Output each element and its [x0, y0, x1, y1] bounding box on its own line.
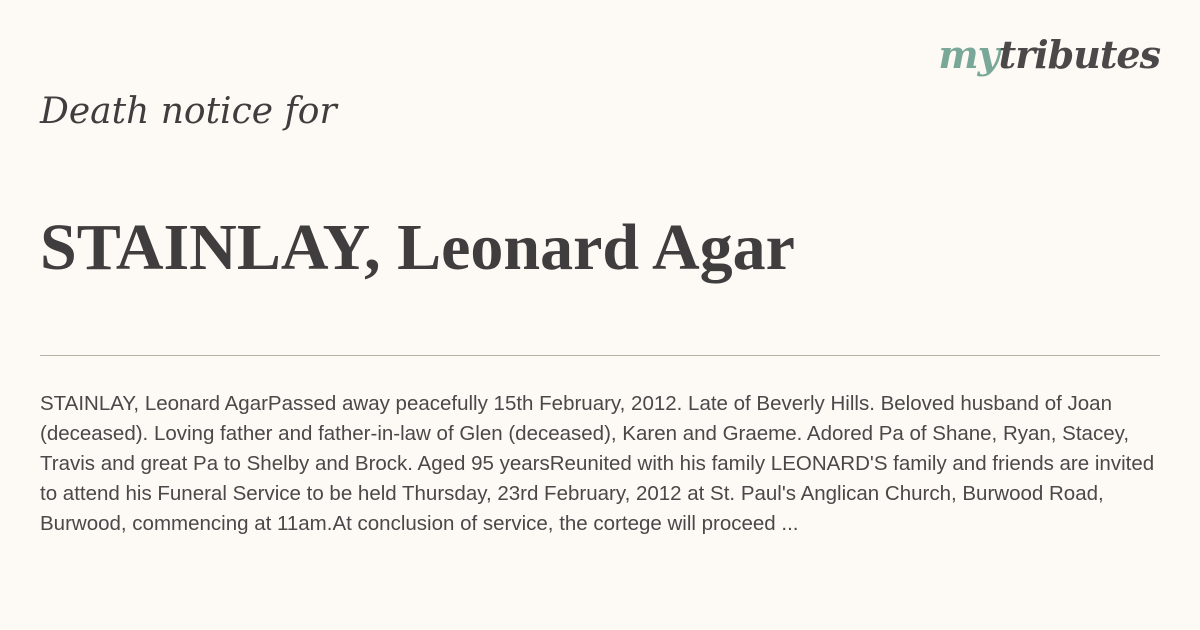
logo-my: my [938, 32, 999, 77]
notice-heading: Death notice for [40, 91, 337, 132]
logo-tributes: tributes [998, 32, 1160, 77]
notice-body: STAINLAY, Leonard AgarPassed away peacefully 15th February, 2012. Late of Beverly Hills. Beloved husband of Joan (deceased). Loving father and father-in-law of Glen (deceased), Karen and Graeme. Adored Pa of Shane, Ryan, Stacey, Travis and great Pa to Shelby and Brock. Aged 95 yearsReunited with his family LEONARD'S family and friends are invited to attend his Funeral Service to be held Thursday, 23rd February, 2012 at St. Paul's Anglican Church, Burwood Road, Burwood, commencing at 11am.At conclusion of service, the cortege will proceed ... [40, 392, 1155, 535]
deceased-name: STAINLAY, Leonard Agar [40, 211, 795, 284]
divider [40, 355, 1160, 356]
mytributes-logo[interactable] [938, 32, 1160, 77]
